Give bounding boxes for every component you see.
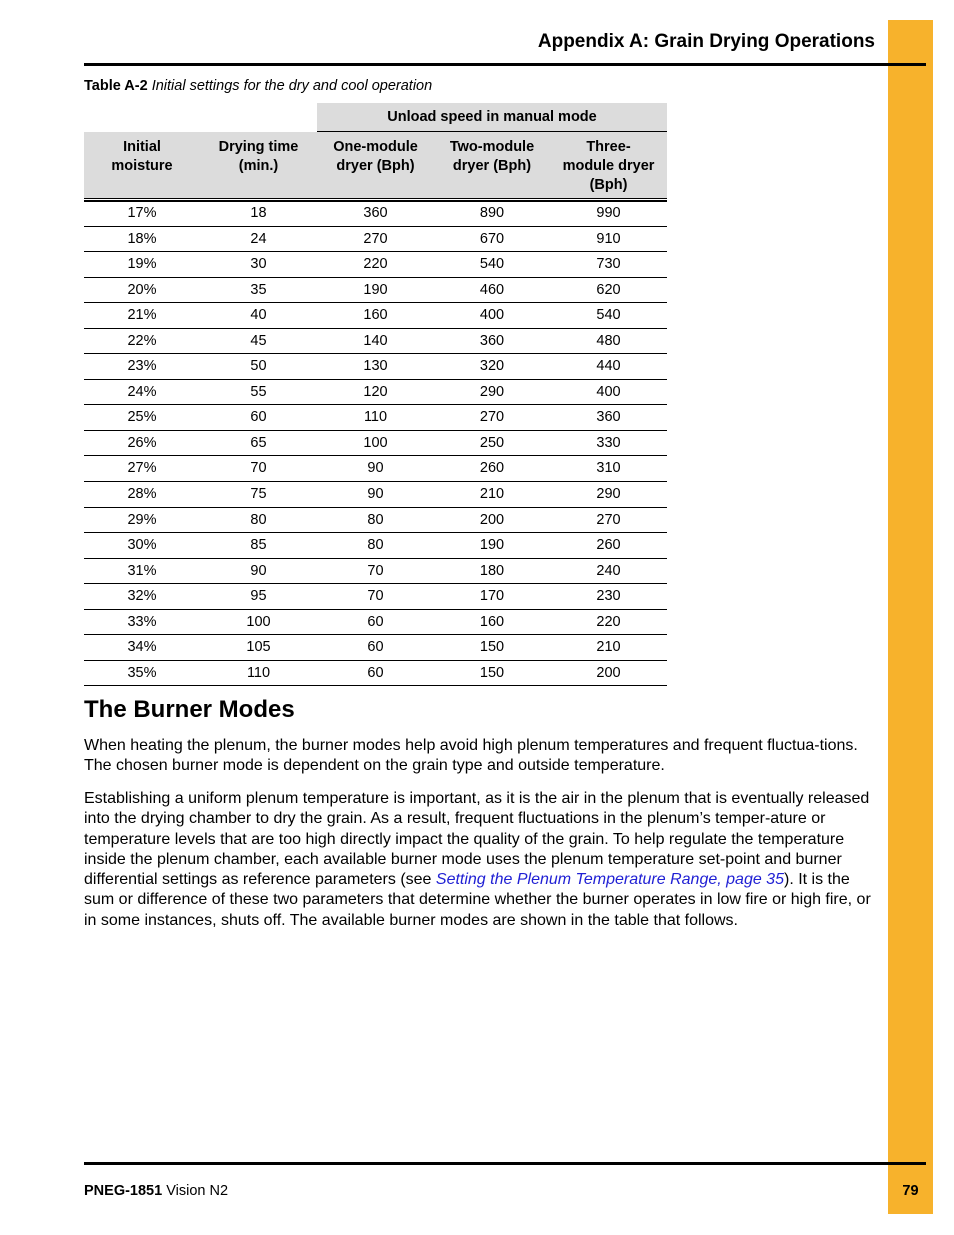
cell-drying-time: 95	[250, 588, 267, 605]
table-header-row	[84, 132, 667, 198]
table-row	[84, 431, 667, 457]
cell-initial-moisture: 25%	[127, 409, 157, 426]
cell-two-module: 460	[479, 281, 505, 298]
cell-two-module: 260	[479, 460, 505, 477]
table-row	[84, 635, 667, 661]
cell-two-module: 190	[479, 537, 505, 554]
cell-three-module: 910	[596, 230, 621, 247]
cell-two-module: 160	[479, 613, 505, 630]
cell-two-module: 200	[479, 511, 505, 528]
table-row	[84, 584, 667, 610]
column-header-drying-time: Drying time (min.)	[218, 139, 299, 174]
cell-drying-time: 90	[250, 562, 267, 579]
cell-initial-moisture: 34%	[127, 639, 157, 656]
cell-initial-moisture: 22%	[127, 332, 157, 349]
table-row	[84, 227, 667, 253]
table-row	[84, 508, 667, 534]
cell-one-module: 70	[367, 562, 384, 579]
cell-one-module: 80	[367, 537, 384, 554]
cell-two-module: 210	[479, 486, 505, 503]
cell-drying-time: 75	[250, 486, 267, 503]
table-row	[84, 278, 667, 304]
cell-two-module: 150	[479, 639, 505, 656]
plenum-range-link[interactable]: Setting the Plenum Temperature Range, page 35	[435, 871, 784, 889]
table-row	[84, 482, 667, 508]
cell-one-module: 360	[363, 205, 388, 221]
cell-drying-time: 30	[250, 256, 267, 273]
group-header: Unload speed in manual mode	[317, 103, 667, 131]
table-row	[84, 559, 667, 585]
cell-three-module: 400	[596, 383, 621, 400]
cell-three-module: 240	[596, 562, 621, 579]
footer-doc-label	[84, 1183, 228, 1199]
table-row	[84, 201, 667, 227]
table-caption	[84, 78, 432, 94]
cell-drying-time: 45	[250, 332, 267, 349]
table-caption-id: Table A-2	[84, 78, 148, 94]
paragraph-2	[84, 789, 876, 931]
cell-one-module: 190	[363, 281, 388, 298]
cell-drying-time: 40	[250, 307, 267, 324]
cell-drying-time: 60	[250, 409, 267, 426]
cell-two-module: 540	[479, 256, 505, 273]
cell-initial-moisture: 19%	[127, 256, 157, 273]
paragraph-2-text-a: Establishing a uniform plenum temperature is important, as it is the air in the plenum that is eventually released into the drying chamber to dry the grain. As a result, frequent fluctuations in the plenum’s temper-ature or temperature levels that are too high directly impact the quality of the grain. To help regulate the temperature inside the plenum chamber, each available burner mode uses the plenum temperature set-point and burner differential settings as reference parameters (see	[84, 790, 870, 889]
cell-drying-time: 24	[250, 230, 267, 247]
cell-drying-time: 70	[250, 460, 267, 477]
cell-initial-moisture: 27%	[127, 460, 157, 477]
table-row	[84, 610, 667, 636]
cell-two-module: 250	[479, 434, 505, 451]
cell-drying-time: 35	[250, 281, 267, 298]
cell-initial-moisture: 29%	[127, 511, 157, 528]
cell-two-module: 170	[479, 588, 505, 605]
cell-initial-moisture: 28%	[127, 486, 157, 503]
footer-doc-name: Vision N2	[166, 1183, 229, 1199]
table-caption-text: Initial settings for the dry and cool operation	[151, 78, 433, 94]
cell-one-module: 100	[363, 434, 388, 451]
cell-two-module: 320	[479, 358, 505, 375]
cell-two-module: 360	[479, 332, 505, 349]
column-header-three-module: Three- module dryer (Bph)	[562, 139, 655, 193]
table-row	[84, 380, 667, 406]
footer-doc-id: PNEG-1851	[84, 1183, 163, 1199]
header-rule	[84, 63, 926, 66]
cell-three-module: 200	[596, 664, 621, 681]
cell-initial-moisture: 21%	[127, 307, 157, 324]
page-header-title: Appendix A: Grain Drying Operations	[537, 31, 875, 52]
cell-three-module: 270	[596, 511, 621, 528]
cell-two-module: 670	[479, 230, 505, 247]
column-header-one-module: One-module dryer (Bph)	[333, 139, 418, 174]
cell-three-module: 230	[596, 588, 621, 605]
cell-drying-time: 50	[250, 358, 267, 375]
cell-drying-time: 18	[250, 205, 267, 221]
header-rule-top	[84, 198, 667, 199]
cell-one-module: 140	[363, 332, 388, 349]
cell-three-module: 480	[596, 332, 621, 349]
cell-one-module: 220	[363, 256, 388, 273]
cell-drying-time: 85	[250, 537, 267, 554]
cell-three-module: 620	[596, 281, 621, 298]
cell-one-module: 80	[367, 511, 384, 528]
cell-three-module: 220	[596, 613, 621, 630]
cell-two-module: 270	[479, 409, 505, 426]
cell-initial-moisture: 24%	[127, 383, 157, 400]
cell-drying-time: 65	[250, 434, 267, 451]
cell-one-module: 130	[363, 358, 388, 375]
cell-three-module: 290	[596, 486, 621, 503]
cell-initial-moisture: 31%	[127, 562, 157, 579]
cell-drying-time: 110	[246, 664, 271, 681]
cell-initial-moisture: 32%	[127, 588, 157, 605]
cell-initial-moisture: 33%	[127, 613, 157, 630]
cell-drying-time: 80	[250, 511, 267, 528]
cell-three-module: 730	[596, 256, 621, 273]
cell-one-module: 70	[367, 588, 384, 605]
cell-one-module: 60	[367, 613, 384, 630]
cell-one-module: 120	[363, 383, 388, 400]
page-number: 79	[902, 1183, 919, 1199]
cell-initial-moisture: 30%	[127, 537, 157, 554]
table-row	[84, 456, 667, 482]
cell-three-module: 210	[596, 639, 621, 656]
cell-two-module: 890	[479, 205, 505, 221]
table-row	[84, 354, 667, 380]
footer-rule	[84, 1162, 926, 1165]
table-row	[84, 661, 667, 687]
cell-two-module: 150	[479, 664, 505, 681]
cell-initial-moisture: 17%	[127, 205, 157, 221]
cell-one-module: 60	[367, 639, 384, 656]
cell-initial-moisture: 23%	[127, 358, 157, 375]
paragraph-1: When heating the plenum, the burner modes help avoid high plenum temperatures and frequent fluctua-tions. The chosen burner mode is dependent on the grain type and outside temperature.	[84, 737, 858, 775]
column-header-initial-moisture: Initial moisture	[111, 139, 173, 174]
cell-two-module: 400	[479, 307, 505, 324]
table-row	[84, 303, 667, 329]
side-tab	[888, 20, 933, 1214]
table-row	[84, 252, 667, 278]
cell-initial-moisture: 26%	[127, 434, 157, 451]
cell-one-module: 60	[367, 664, 384, 681]
cell-initial-moisture: 20%	[127, 281, 157, 298]
cell-three-module: 440	[596, 358, 621, 375]
cell-three-module: 360	[596, 409, 621, 426]
table-row	[84, 405, 667, 431]
cell-drying-time: 100	[246, 613, 271, 630]
cell-three-module: 330	[596, 434, 621, 451]
table-row	[84, 329, 667, 355]
cell-three-module: 540	[596, 307, 621, 324]
table-body	[84, 201, 667, 686]
cell-drying-time: 55	[250, 383, 267, 400]
cell-one-module: 270	[363, 230, 388, 247]
cell-one-module: 90	[367, 460, 384, 477]
cell-three-module: 310	[596, 460, 621, 477]
cell-three-module: 260	[596, 537, 621, 554]
cell-one-module: 110	[363, 409, 388, 426]
cell-initial-moisture: 18%	[127, 230, 157, 247]
cell-one-module: 160	[363, 307, 388, 324]
cell-initial-moisture: 35%	[127, 664, 157, 681]
cell-drying-time: 105	[246, 639, 271, 656]
cell-one-module: 90	[367, 486, 384, 503]
column-header-two-module: Two-module dryer (Bph)	[449, 139, 535, 174]
section-title: The Burner Modes	[84, 696, 295, 723]
cell-two-module: 290	[479, 383, 505, 400]
table-row	[84, 533, 667, 559]
cell-three-module: 990	[596, 205, 621, 221]
paragraph-2-text-b: ). It is the sum or difference of these two parameters that determine whether the burner operates in low fire or high fire, or in some instances, shuts off. The available burner modes are shown in the table that follows.	[84, 871, 871, 929]
cell-two-module: 180	[479, 562, 505, 579]
